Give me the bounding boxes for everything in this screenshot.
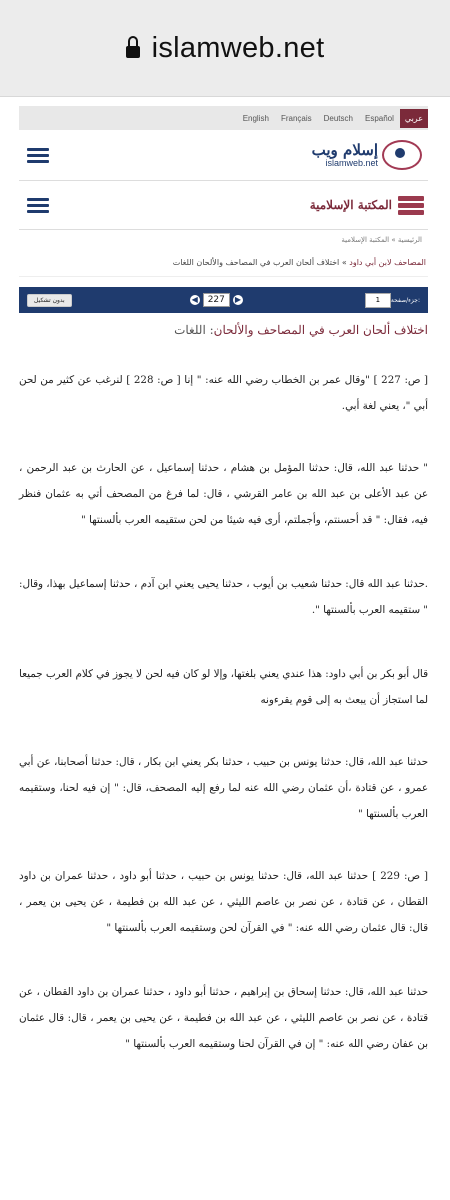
heading-sub: : اللغات bbox=[174, 323, 214, 337]
breadcrumb: الرئيسية » المكتبة الإسلامية bbox=[341, 236, 422, 244]
paragraph: قال أبو بكر بن أبي داود: هذا عندي يعني بلغتها، وإلا لو كان فيه لحن لا يجوز في كلام العرب جميعا لما استجاز أن يبعث به إلى قوم يقرءونه bbox=[19, 668, 428, 706]
page-navigator bbox=[187, 293, 246, 307]
prev-page-icon[interactable]: ◀ bbox=[191, 295, 198, 304]
book-content bbox=[19, 367, 428, 1057]
main-menu-icon[interactable] bbox=[27, 145, 49, 166]
chapter-heading bbox=[19, 313, 428, 337]
site-header bbox=[19, 130, 428, 181]
no-diacritics-button[interactable]: بدون تشكيل bbox=[27, 294, 72, 307]
reader-toolbar bbox=[19, 287, 428, 313]
paragraph: .حدثنا عبد الله قال: حدثنا شعيب بن أيوب ، حدثنا يحيى يعني ابن آدم ، حدثنا إسماعيل بهذا، وقال: " ستقيمه العرب بألسنتها ". bbox=[19, 578, 428, 616]
breadcrumb-section[interactable]: المكتبة الإسلامية bbox=[341, 236, 390, 244]
url-text[interactable]: islamweb.net bbox=[151, 31, 325, 64]
paragraph: " حدثنا عبد الله، قال: حدثنا المؤمل بن هشام ، حدثنا إسماعيل ، عن الحارث بن عبد الرحمن ، عن عبد الأعلى بن عبد الله بن عامر القرشي ، قال: لما فرغ من المصحف أتي به عثمان فنظر فيه، فقال: " قد أحسنتم، وأجملتم، أرى فيه شيئا من لحن ستقيمه العرب بألسنتها " bbox=[19, 462, 428, 526]
site-logo[interactable] bbox=[312, 140, 422, 170]
chapter-label: اختلاف ألحان العرب في المصاحف والألحان اللغات bbox=[172, 258, 340, 267]
library-title[interactable]: المكتبة الإسلامية bbox=[309, 198, 392, 212]
lang-german[interactable]: Deutsch bbox=[323, 113, 353, 123]
book-path: المصاحف لابن أبي داود » اختلاف ألحان العرب في المصاحف والألحان اللغات bbox=[19, 250, 428, 277]
part-dropdown[interactable]: 1 bbox=[365, 293, 391, 308]
library-header bbox=[19, 181, 428, 230]
language-bar bbox=[19, 106, 428, 130]
lang-english[interactable]: English bbox=[242, 113, 269, 123]
lang-arabic[interactable]: عربي bbox=[400, 109, 428, 128]
part-label: جزء/صفحة: bbox=[390, 296, 420, 304]
globe-logo-icon bbox=[382, 140, 422, 170]
book-link[interactable]: المصاحف لابن أبي داود bbox=[349, 258, 426, 267]
lang-french[interactable]: Français bbox=[280, 113, 312, 123]
lang-spanish[interactable]: Español bbox=[364, 113, 394, 123]
paragraph: حدثنا عبد الله، قال: حدثنا إسحاق بن إبراهيم ، حدثنا أبو داود ، حدثنا عمران بن داود القطان ، عن قتادة ، عن نصر بن عاصم الليثي ، عن عبد الله بن فطيمة ، عن يحيى بن يعمر ، قال: قال عثمان بن عفان رضي الله عنه: " إن في القرآن لحنا وستقيمه العرب بألسنتها " bbox=[19, 986, 428, 1050]
lock-icon bbox=[126, 46, 140, 58]
library-menu-icon[interactable] bbox=[27, 195, 49, 216]
paragraph: [ ص: 229 ] حدثنا عبد الله، قال: حدثنا يونس بن حبيب ، حدثنا أبو داود ، حدثنا عمران بن داود القطان ، عن قتادة ، عن نصر بن عاصم الليثي ، عن عبد الله بن فطيمة ، عن يحيى بن يعمر ، قال: قال عثمان رضي الله عنه: " في القرآن لحن وستقيمه العرب بألسنتها " bbox=[19, 870, 428, 934]
paragraph: حدثنا عبد الله، قال: حدثنا يونس بن حبيب ، حدثنا بكر يعني ابن بكار ، قال: حدثنا أصحابنا، عن أبي عمرو ، عن قتادة ،أن عثمان رضي الله عنه لما رفع إليه المصحف، قال: " إن فيه لحنا، وستقيمه العرب بألسنتها " bbox=[19, 756, 428, 820]
books-icon bbox=[398, 194, 424, 217]
next-page-icon[interactable]: ▶ bbox=[234, 295, 241, 304]
breadcrumb-home[interactable]: الرئيسية bbox=[397, 236, 422, 244]
logo-arabic: إسلام ويب bbox=[311, 141, 378, 159]
logo-english: islamweb.net bbox=[325, 158, 378, 168]
page-number-input[interactable]: 227 bbox=[203, 293, 230, 307]
page bbox=[19, 106, 428, 1057]
heading-main: اختلاف ألحان العرب في المصاحف والألحان bbox=[213, 323, 428, 337]
paragraph: [ ص: 227 ] "وقال عمر بن الخطاب رضي الله عنه: " إنا [ ص: 228 ] لنرغب عن كثير من لحن أبي "، يعني لغة أبي. bbox=[19, 374, 428, 412]
part-selector bbox=[361, 293, 420, 308]
browser-url-bar[interactable] bbox=[0, 0, 450, 97]
